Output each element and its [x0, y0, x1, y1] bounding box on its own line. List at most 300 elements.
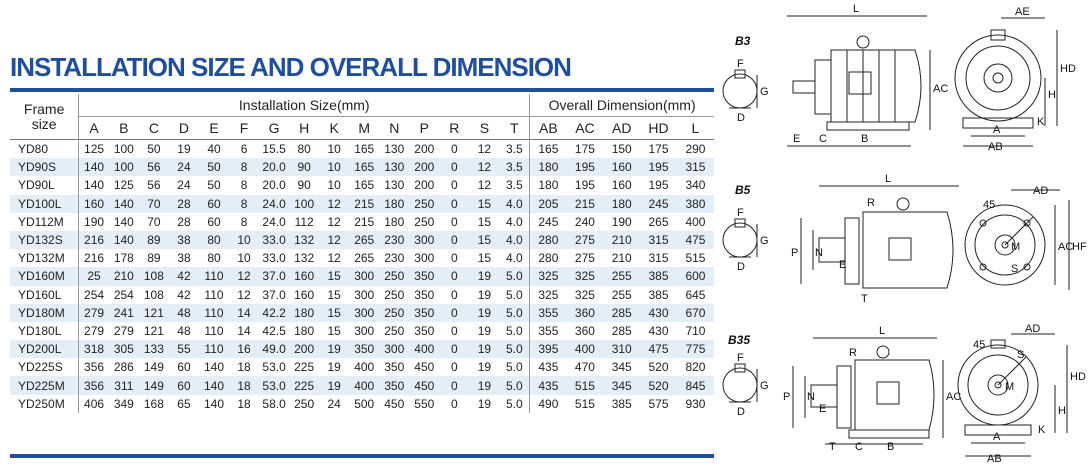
- table-cell: 48: [169, 304, 199, 322]
- table-cell: 450: [409, 376, 439, 394]
- table-cell: 18: [237, 360, 251, 375]
- table-cell: 180: [384, 214, 405, 229]
- b3-key-f: F: [737, 58, 744, 70]
- frame-size-cell: YD112M: [10, 213, 79, 231]
- table-cell: 18: [229, 376, 259, 394]
- b35-key-g: G: [760, 380, 769, 392]
- table-cell: 19: [319, 340, 349, 358]
- table-cell: 315: [640, 231, 677, 249]
- table-cell: 845: [677, 376, 714, 394]
- table-cell: 345: [611, 360, 632, 375]
- b35-side-l: L: [879, 325, 886, 337]
- table-cell: 775: [677, 340, 714, 358]
- table-cell: 19: [177, 142, 191, 157]
- b3-shaft-key-section: [723, 58, 769, 124]
- table-cell: 25: [79, 267, 109, 285]
- b3-label: B3: [735, 34, 751, 48]
- table-row: [10, 304, 714, 322]
- table-cell: 200: [289, 340, 319, 358]
- table-cell: 200: [414, 178, 435, 193]
- b35-front-m: M: [1005, 381, 1015, 393]
- frame-size-cell: YD250M: [10, 395, 79, 413]
- column-header-d: D: [169, 117, 199, 140]
- table-cell: 100: [109, 158, 139, 176]
- b5-side-view: [791, 173, 959, 305]
- table-cell: 241: [109, 304, 139, 322]
- b3-front-a: A: [993, 124, 1001, 136]
- table-cell: 515: [574, 396, 595, 411]
- table-cell: 0: [439, 267, 469, 285]
- table-cell: 180: [289, 304, 319, 322]
- table-cell: 5.0: [499, 340, 529, 358]
- b35-front-angle: 45: [973, 339, 986, 351]
- table-cell: 8: [229, 158, 259, 176]
- table-cell: 385: [648, 287, 669, 302]
- b35-shaft-key-section: [723, 352, 769, 418]
- table-cell: 40: [207, 142, 221, 157]
- table-cell: 318: [79, 340, 109, 358]
- table-cell: 19: [469, 376, 499, 394]
- table-cell: 140: [84, 178, 105, 193]
- b3-front-ae: AE: [1015, 6, 1030, 18]
- table-cell: 0: [451, 323, 458, 338]
- table-cell: 490: [538, 396, 559, 411]
- table-cell: 38: [177, 251, 191, 266]
- table-cell: 90: [289, 158, 319, 176]
- table-row: [10, 140, 714, 159]
- table-cell: 300: [409, 231, 439, 249]
- table-cell: 15: [327, 323, 341, 338]
- column-header-row: [10, 117, 714, 140]
- table-cell: 475: [640, 340, 677, 358]
- table-row: [10, 322, 714, 340]
- table-cell: 0: [451, 178, 458, 193]
- frame-size-cell: YD180L: [10, 322, 79, 340]
- b5-key-f: F: [737, 207, 744, 219]
- table-cell: 200: [409, 158, 439, 176]
- table-cell: 0: [439, 304, 469, 322]
- table-cell: 0: [439, 340, 469, 358]
- table-cell: 279: [84, 323, 105, 338]
- table-cell: 550: [414, 396, 435, 411]
- b35-front-h: H: [1058, 405, 1066, 417]
- b35-side-view: [783, 325, 961, 453]
- b3-side-b: B: [861, 133, 869, 145]
- b3-front-hd: HD: [1060, 63, 1076, 75]
- table-cell: 140: [113, 214, 134, 229]
- table-cell: 205: [530, 195, 567, 213]
- b35-front-k: K: [1038, 424, 1046, 436]
- table-cell: 132: [294, 251, 315, 266]
- table-cell: 18: [237, 396, 251, 411]
- table-cell: 190: [611, 214, 632, 229]
- table-cell: 149: [139, 376, 169, 394]
- column-header-m: M: [349, 117, 379, 140]
- table-cell: 100: [289, 195, 319, 213]
- table-cell: 360: [574, 323, 595, 338]
- table-cell: 165: [538, 142, 559, 157]
- table-cell: 215: [354, 214, 375, 229]
- table-row: [10, 249, 714, 267]
- table-cell: 132: [289, 231, 319, 249]
- table-cell: 820: [685, 360, 706, 375]
- table-cell: 250: [414, 214, 435, 229]
- table-cell: 3.5: [499, 158, 529, 176]
- table-cell: 475: [677, 231, 714, 249]
- table-cell: 165: [354, 178, 375, 193]
- table-cell: 250: [384, 287, 405, 302]
- table-cell: 8: [240, 214, 248, 229]
- table-cell: 350: [379, 376, 409, 394]
- table-cell: 356: [84, 360, 105, 375]
- b5-key-g: G: [760, 235, 769, 247]
- b35-side-n: N: [807, 391, 815, 403]
- table-cell: 254: [84, 287, 105, 302]
- table-cell: 15: [477, 251, 492, 266]
- table-cell: 5.0: [499, 322, 529, 340]
- table-cell: 16: [229, 340, 259, 358]
- table-row: [10, 176, 714, 194]
- table-cell: 12: [237, 287, 251, 302]
- table-cell: 195: [640, 158, 677, 176]
- table-cell: 349: [113, 396, 134, 411]
- frame-size-cell: YD180M: [10, 304, 79, 322]
- frame-size-cell: YD200L: [10, 340, 79, 358]
- b35-side-ac: AC: [946, 391, 962, 403]
- table-cell: 60: [207, 214, 221, 229]
- table-cell: 210: [603, 231, 640, 249]
- b35-key-d: D: [737, 406, 745, 418]
- table-cell: 450: [384, 396, 405, 411]
- table-cell: 265: [648, 214, 669, 229]
- b35-side-b: B: [887, 441, 895, 453]
- table-cell: 265: [354, 251, 375, 266]
- table-cell: 350: [384, 360, 405, 375]
- title-rule: [10, 88, 714, 92]
- table-cell: 50: [207, 178, 221, 193]
- table-cell: 280: [538, 251, 559, 266]
- table-cell: 340: [685, 178, 706, 193]
- b5-front-hf: HF: [1072, 241, 1087, 253]
- table-cell: 110: [204, 323, 224, 338]
- table-cell: 325: [567, 267, 604, 285]
- table-cell: 0: [451, 142, 458, 157]
- b5-shaft-key-section: [723, 207, 769, 273]
- table-cell: 315: [648, 251, 669, 266]
- table-cell: 710: [685, 323, 706, 338]
- table-cell: 15: [319, 267, 349, 285]
- table-cell: 5.0: [499, 267, 529, 285]
- table-cell: 520: [648, 360, 669, 375]
- table-cell: 49.0: [259, 340, 289, 358]
- table-cell: 160: [79, 195, 109, 213]
- frame-size-cell: YD100L: [10, 195, 79, 213]
- table-cell: 12: [319, 231, 349, 249]
- table-cell: 400: [354, 360, 375, 375]
- table-cell: 5.0: [499, 395, 529, 413]
- table-cell: 225: [289, 376, 319, 394]
- b35-front-view: [958, 323, 1086, 465]
- table-cell: 133: [139, 340, 169, 358]
- table-cell: 33.0: [259, 231, 289, 249]
- table-cell: 140: [79, 158, 109, 176]
- frame-size-cell: YD90L: [10, 176, 79, 194]
- table-cell: 19: [469, 304, 499, 322]
- table-cell: 400: [349, 376, 379, 394]
- table-cell: 19: [477, 287, 492, 302]
- table-cell: 216: [79, 231, 109, 249]
- table-cell: 5.0: [499, 358, 529, 376]
- b5-side-r: R: [867, 197, 875, 209]
- table-cell: 200: [414, 142, 435, 157]
- table-cell: 24: [327, 396, 341, 411]
- column-header-t: T: [499, 117, 529, 140]
- table-cell: 140: [203, 360, 224, 375]
- table-row: [10, 267, 714, 285]
- table-cell: 300: [414, 251, 435, 266]
- column-header-ad: AD: [603, 117, 640, 140]
- frame-size-header: [10, 94, 79, 140]
- table-cell: 8: [229, 195, 259, 213]
- table-cell: 20.0: [259, 158, 289, 176]
- table-cell: 12: [229, 267, 259, 285]
- table-cell: 470: [574, 360, 595, 375]
- b35-label: B35: [728, 333, 751, 347]
- table-cell: 254: [113, 287, 134, 302]
- b5-front-view: [965, 185, 1087, 290]
- table-cell: 42.5: [262, 323, 286, 338]
- table-cell: 300: [379, 340, 409, 358]
- table-cell: 310: [603, 340, 640, 358]
- table-cell: 300: [354, 323, 375, 338]
- frame-size-cell: YD225S: [10, 358, 79, 376]
- table-cell: 4.0: [499, 249, 529, 267]
- column-header-k: K: [319, 117, 349, 140]
- table-cell: 450: [414, 360, 435, 375]
- table-cell: 60: [169, 376, 199, 394]
- table-cell: 5.0: [499, 376, 529, 394]
- table-cell: 350: [409, 304, 439, 322]
- page-title: INSTALLATION SIZE AND OVERALL DIMENSION: [10, 52, 571, 82]
- table-cell: 70: [147, 214, 161, 229]
- table-cell: 0: [439, 195, 469, 213]
- table-cell: 4.0: [499, 195, 529, 213]
- table-cell: 15.5: [262, 142, 286, 157]
- table-cell: 12: [477, 142, 492, 157]
- table-cell: 12: [477, 178, 492, 193]
- b5-front-s: S: [1011, 263, 1019, 275]
- table-cell: 265: [349, 231, 379, 249]
- table-cell: 110: [204, 287, 224, 302]
- table-cell: 0: [451, 214, 458, 229]
- table-cell: 42: [169, 267, 199, 285]
- b3-side-l: L: [853, 3, 860, 15]
- table-cell: 300: [354, 287, 375, 302]
- table-cell: 285: [603, 304, 640, 322]
- table-cell: 279: [79, 304, 109, 322]
- table-cell: 250: [379, 267, 409, 285]
- b3-front-k: K: [1037, 116, 1045, 128]
- frame-header-line2: size: [31, 115, 57, 132]
- table-cell: 500: [354, 396, 375, 411]
- table-cell: 24.0: [259, 195, 289, 213]
- table-cell: 58.0: [262, 396, 286, 411]
- b3-key-d: D: [737, 112, 745, 124]
- table-cell: 520: [640, 376, 677, 394]
- table-cell: 55: [169, 340, 199, 358]
- table-cell: 130: [384, 142, 405, 157]
- table-cell: 56: [147, 178, 161, 193]
- table-cell: 175: [574, 142, 595, 157]
- table-cell: 230: [384, 251, 405, 266]
- table-cell: 210: [611, 251, 632, 266]
- column-header-l: L: [677, 117, 714, 140]
- table-cell: 325: [574, 287, 595, 302]
- frame-size-cell: YD160L: [10, 286, 79, 304]
- table-cell: 215: [349, 195, 379, 213]
- frame-size-cell: YD225M: [10, 376, 79, 394]
- table-cell: 90: [297, 178, 311, 193]
- table-cell: 60: [199, 195, 229, 213]
- table-cell: 3.5: [499, 176, 529, 194]
- table-cell: 360: [567, 304, 604, 322]
- table-row: [10, 195, 714, 213]
- table-cell: 400: [567, 340, 604, 358]
- table-cell: 350: [409, 267, 439, 285]
- b5-label: B5: [735, 183, 751, 197]
- b35-front-s: S: [1017, 349, 1025, 361]
- table-cell: 80: [207, 251, 221, 266]
- table-cell: 430: [648, 323, 669, 338]
- table-cell: 515: [685, 251, 706, 266]
- table-cell: 280: [530, 231, 567, 249]
- table-cell: 60: [177, 360, 191, 375]
- table-cell: 65: [177, 396, 191, 411]
- mounting-drawings: [715, 0, 1091, 466]
- table-cell: 56: [139, 158, 169, 176]
- table-cell: 350: [414, 287, 435, 302]
- table-cell: 345: [603, 376, 640, 394]
- table-cell: 168: [143, 396, 164, 411]
- table-cell: 515: [567, 376, 604, 394]
- table-cell: 311: [109, 376, 139, 394]
- b3-front-ab: AB: [988, 141, 1003, 153]
- column-header-ab: AB: [530, 117, 567, 140]
- table-row: [10, 213, 714, 231]
- table-cell: 290: [685, 142, 706, 157]
- frame-size-cell: YD160M: [10, 267, 79, 285]
- table-cell: 19: [469, 340, 499, 358]
- table-body: [10, 140, 714, 413]
- table-cell: 406: [84, 396, 105, 411]
- table-cell: 400: [685, 214, 706, 229]
- table-cell: 195: [648, 178, 669, 193]
- b35-side-p: P: [783, 391, 791, 403]
- table-cell: 38: [169, 231, 199, 249]
- table-cell: 275: [567, 231, 604, 249]
- table-cell: 8: [240, 178, 248, 193]
- table-cell: 80: [297, 142, 311, 157]
- table-cell: 150: [611, 142, 632, 157]
- table-cell: 160: [611, 178, 632, 193]
- column-header-s: S: [469, 117, 499, 140]
- table-cell: 19: [319, 376, 349, 394]
- table-cell: 15: [319, 304, 349, 322]
- table-cell: 255: [603, 267, 640, 285]
- table-cell: 245: [640, 195, 677, 213]
- table-cell: 110: [199, 340, 229, 358]
- table-cell: 14: [237, 323, 251, 338]
- table-cell: 215: [567, 195, 604, 213]
- table-cell: 15: [469, 195, 499, 213]
- table-cell: 160: [289, 267, 319, 285]
- table-row: [10, 376, 714, 394]
- table-row: [10, 395, 714, 413]
- column-header-g: G: [259, 117, 289, 140]
- table-cell: 121: [143, 323, 164, 338]
- table-cell: 0: [439, 376, 469, 394]
- table-cell: 300: [349, 267, 379, 285]
- table-cell: 53.0: [262, 360, 286, 375]
- table-cell: 15: [469, 231, 499, 249]
- table-cell: 600: [677, 267, 714, 285]
- table-cell: 279: [113, 323, 134, 338]
- table-row: [10, 158, 714, 176]
- table-cell: 195: [567, 158, 604, 176]
- table-cell: 48: [177, 323, 191, 338]
- table-cell: 195: [574, 178, 595, 193]
- table-row: [10, 358, 714, 376]
- table-cell: 255: [611, 287, 632, 302]
- table-cell: 12: [327, 251, 341, 266]
- table-cell: 20.0: [262, 178, 286, 193]
- table-cell: 190: [84, 214, 105, 229]
- table-cell: 140: [203, 396, 224, 411]
- frame-size-cell: YD90S: [10, 158, 79, 176]
- table-cell: 230: [379, 231, 409, 249]
- table-cell: 19: [469, 267, 499, 285]
- overall-dimension-header: Overall Dimension(mm): [530, 94, 714, 117]
- table-cell: 100: [113, 142, 134, 157]
- table-cell: 108: [143, 287, 164, 302]
- table-cell: 3.5: [499, 140, 529, 159]
- b35-key-f: F: [737, 352, 744, 364]
- table-cell: 4.0: [499, 231, 529, 249]
- table-cell: 12: [319, 195, 349, 213]
- table-cell: 435: [530, 376, 567, 394]
- table-cell: 380: [677, 195, 714, 213]
- table-cell: 250: [294, 396, 315, 411]
- table-cell: 575: [648, 396, 669, 411]
- b5-side-t: T: [861, 293, 868, 305]
- table-cell: 180: [538, 178, 559, 193]
- table-cell: 225: [294, 360, 315, 375]
- table-cell: 400: [409, 340, 439, 358]
- table-cell: 250: [384, 323, 405, 338]
- table-cell: 14: [229, 304, 259, 322]
- table-cell: 385: [640, 267, 677, 285]
- b5-side-l: L: [885, 173, 892, 185]
- table-cell: 110: [199, 267, 229, 285]
- table-cell: 180: [294, 323, 315, 338]
- table-cell: 180: [530, 158, 567, 176]
- table-cell: 12: [327, 214, 341, 229]
- table-cell: 140: [109, 231, 139, 249]
- b5-front-angle: 45: [983, 199, 996, 211]
- b35-side-e: E: [819, 403, 827, 415]
- table-cell: 24: [177, 178, 191, 193]
- table-cell: 385: [611, 396, 632, 411]
